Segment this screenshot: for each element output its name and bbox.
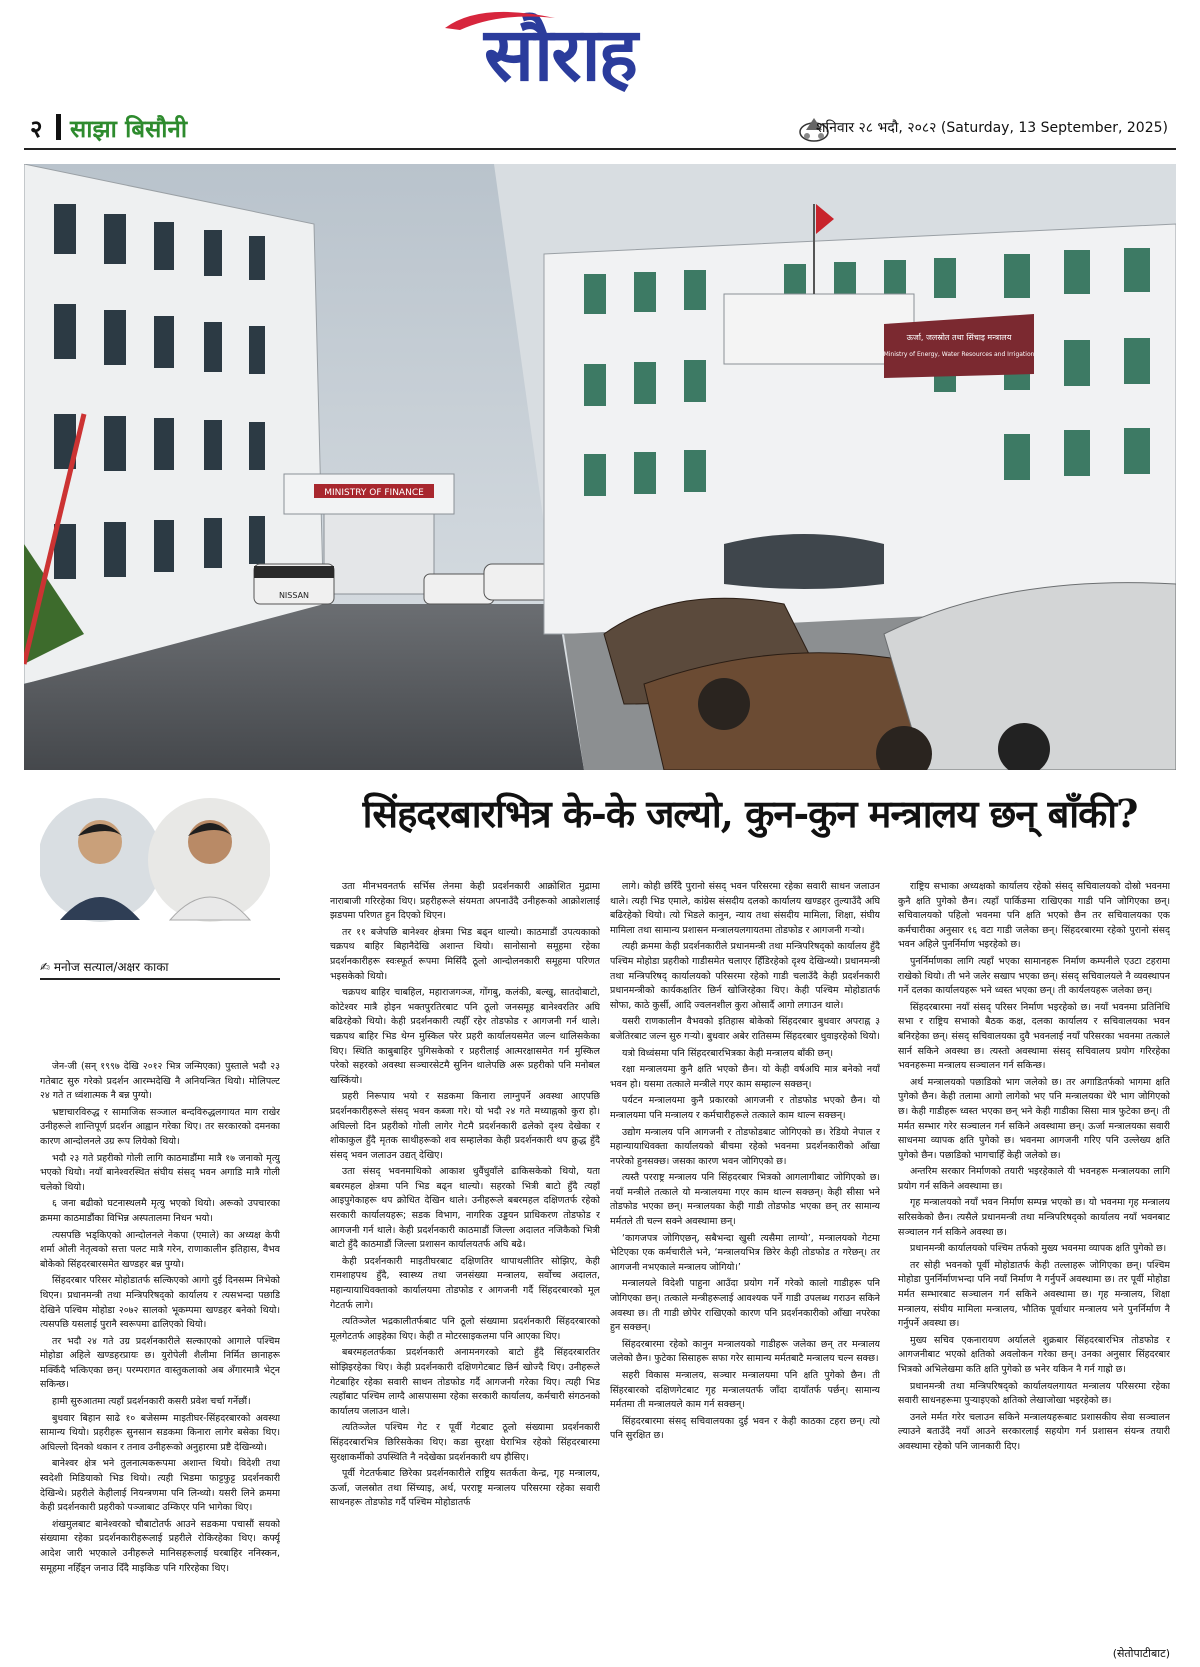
paragraph: बबरमहलतर्फका प्रदर्शनकारी अनामनगरको बाटो हुँदै सिंहदरबारतिर सोझिइरहेका थिए। केही प्रदर्शनकारी दक्षिणगेटबाट छिर्न खोज्दै थिए। उनीहरूले गेटबाहिर रहेका सवारी साधन तोडफोड गर्दै आगजनी गरेका थिए। त्यही भिड त्यहाँबाट पश्चिम लाग्दै आसपासमा रहेका सरकारी कार्यालय, कर्मचारी संगठनको कार्यालय जलाउन थाले। [330,1347,600,1417]
paragraph: प्रधानमन्त्री तथा मन्त्रिपरिषद्को कार्यालयलगायत मन्त्रालय परिसरमा रहेका सवारी साधनहरूमा पुऱ्याइएको क्षतिको लेखाजोखा भइरहेको छ। [898,1380,1170,1407]
paragraph: तर भदौ २४ गते उग्र प्रदर्शनकारीले सल्काएको आगाले पश्चिम मोहोडा अहिले खण्डहरप्रायः छ। युरोपेली शैलीमा निर्मित छानाहरू मक्किँदै भत्किएका छन्। परम्परागत वास्तुकलाको अब अँगारमात्रै भेट्न सकिन्छ। [40,1335,280,1391]
paragraph: सहरी विकास मन्त्रालय, सञ्चार मन्त्रालयमा पनि क्षति पुगेको छैन। ती सिंहरबारको दक्षिणगेटबाट गृह मन्त्रालयतर्फ जाँदा दायाँतर्फ पर्छन्। सामान्य मर्मतमा ती मन्त्रालयले काम गर्न सक्छन्। [610,1370,880,1411]
paragraph: मुख्य सचिव एकनारायण अर्यालले शुक्रबार सिंहदरबारभित्र तोडफोड र आगजनीबाट भएको क्षतिको अवलोकन गरेका छन्। उनका अनुसार सिंहदरबार भित्रको अभिलेखमा कति क्षति पुगेको छ भनेर यकिन नै गर्न गाह्रो छ। [898,1334,1170,1375]
paragraph: उता संसद् भवनमाथिको आकाश धुवैंधुवाँले ढाकिसकेको थियो, यता बबरमहल क्षेत्रमा पनि भिड बढ्न थाल्यो। सहरको भित्री बाटो हुँदै त्यहाँ आइपुगेकाहरू थप क्रोधित देखिन थाले। उनीहरूले बबरमहल दक्षिणतर्फ रहेको सरकारी कार्यालयहरू; सडक विभाग, नागरिक उड्डयन प्राधिकरण तोडफोड र आगजनी गर्न थाले। केही प्रदर्शनकारी काठमाडौं जिल्ला अदालत नजिकैको भित्री बाटो हुँदै काठमाडौं जिल्ला प्रशासन कार्यालयतर्फ अघि बढे। [330,1166,600,1251]
finance-sign: MINISTRY OF FINANCE [324,488,424,498]
article-column-3 [610,880,880,1660]
paragraph: प्रहरी निरूपाय भयो र सडकमा किनारा लाग्नुपर्ने अवस्था आएपछि प्रदर्शनकारीहरूले संसद् भवन कब्जा गरे। यो भदौ २४ गते मध्याह्नको कुरा हो। अघिल्लो दिन प्रहरीको गोली लागेर गेटमै प्रदर्शनकारी ढलेको दृश्य देखेका र शोकाकुल हुँदै मृतक साथीहरूको शव सम्हालेका केही प्रदर्शनकारी थप क्रुद्ध हुँदै संसद् भवन जलाउन उद्यत् देखिए। [330,1091,600,1161]
paragraph: पर्यटन मन्त्रालयमा कुनै प्रकारको आगजनी र तोडफोड भएको छैन। यो मन्त्रालयमा पनि मन्त्रालय र कर्मचारीहरूले तत्काले काम थाल्न सक्छन्। [610,1095,880,1121]
energy-sign-en: Ministry of Energy, Water Resources and Irrigation [883,351,1035,358]
section-title: साझा बिसौनी [70,115,188,143]
masthead [380,0,740,110]
paragraph: त्यस्तै परराष्ट्र मन्त्रालय पनि सिंहदरबार भित्रको आगलागीबाट जोगिएको छ। नयाँ मन्त्रीले तत्काले यो मन्त्रालयमा गएर काम थाल्न सक्छन्। केही सीसा भने तोडफोड भएका छन्। मन्त्रालयका केही गाडी तोडफोड भएका छन् तर सामान्य मर्मतले ती चल्न सक्ने अवस्थामा छन्। [610,1172,880,1228]
energy-sign-np: ऊर्जा, जलस्रोत तथा सिंचाइ मन्त्रालय [906,333,1012,342]
issue-date: शनिवार २८ भदौ, २०८२ (Saturday, 13 September, 2025) [816,120,1168,136]
paragraph: उनले मर्मत गरेर चलाउन सकिने मन्त्रालयहरूबाट प्रशासकीय सेवा सञ्चालन ल्याउने बताउँदै नयाँ आउने सरकारलाई सहयोग गर्न प्रशासन संयन्त्र तयारी अवस्थामा रहेको पनि जानकारी दिए। [898,1411,1170,1452]
author-portraits [40,790,270,930]
article-headline: सिंहदरबारभित्र के-के जल्यो, कुन-कुन मन्त्रालय छन् बाँकी? [362,791,1138,836]
paragraph: बानेश्वर क्षेत्र भने तुलनात्मकरूपमा अशान्त थियो। विदेशी तथा स्वदेशी मिडियाको भिड थियो। त्यही भिडमा फाट्टफुट्ट प्रदर्शनकारी देखिन्थे। प्रहरीले केहीलाई नियन्त्रणमा पनि लिन्थ्यो। यसरी लिने क्रममा केही प्रदर्शनकारी प्रहरीको पञ्जाबाट उम्किएर पनि भागेका थिए। [40,1458,280,1514]
paragraph: तर ११ बजेपछि बानेश्वर क्षेत्रमा भिड बढ्न थाल्यो। काठमाडौं उपत्यकाको चक्रपथ बाहिर बिहानैदेखि अशान्त थियो। सानोसानो समूहमा रहेका प्रदर्शनकारीहरू स्वःस्फूर्त रूपमा मिसिँदै ठूलो आन्दोलनकारी समूहमा परिणत भइसकेको थियो। [330,926,600,982]
paragraph: त्यतिञ्जेल भद्रकालीतर्फबाट पनि ठूलो संख्यामा प्रदर्शनकारी सिंहदरबारको मूलगेटतर्फ आइहेका थिए। केही त मोटरसाइकलमा पनि आएका थिए। [330,1316,600,1342]
paragraph: हामी सुरुआतमा त्यहाँ प्रदर्शनकारी कसरी प्रवेश चर्चा गर्नेछौं। [52,1396,251,1408]
masthead-swoosh-icon [440,6,560,32]
paragraph: मन्त्रालयले विदेशी पाहुना आउँदा प्रयोग गर्ने गरेको कालो गाडीहरू पनि जोगिएका छन्। तत्काले मन्त्रीहरूलाई आवश्यक पर्ने गाडी उपलब्ध गराउन सकिने अवस्था छ। ती गाडी छोपेर राखिएको कारण पनि प्रदर्शनकारीको आँखा नपरेका हुन सक्छन्। [610,1278,880,1334]
paragraph: सिंहदरबारमा संसद् सचिवालयका दुई भवन र केही काठका टहरा छन्। त्यो पनि सुरक्षित छ। [610,1415,880,1442]
paragraph: सिंहदरबारमा नयाँ संसद् परिसर निर्माण भइरहेको छ। नयाँ भवनमा प्रतिनिधि सभा र राष्ट्रिय सभाको बैठक कक्ष, दलका कार्यालय र सचिवालयका भवन बनिरहेका छन्। संसद् सचिवालयका दुवै भवनलाई नयाँ परिसरका भवनमा तत्काले सार्न सकिने अवस्था छ। त्यस्तो अवस्थामा संसद् सचिवालय प्रयोग गरिरहेका भवनहरूमा मन्त्रालय सञ्चालन गर्न सकिन्छ। [898,1001,1170,1072]
paragraph: शंखमुलबाट बानेश्वरको चौबाटोतर्फ आउने सडकमा पचासौं सयको संख्यामा रहेका प्रदर्शनकारीहरूलाई प्रहरीले रोकिरहेका थिए। कर्फ्यू आदेश जारी भएकाले उनीहरूले मानिसहरूलाई घरबाहिर ननिस्कन, समूहमा नहिँड्न जनाउ दिँदै माइकिङ पनि गरिरहेका थिए। [40,1518,280,1574]
source-credit: (सेतोपाटीबाट) [1112,1647,1170,1660]
ministry-buildings-illustration [24,164,1176,770]
author-avatar-icon [40,790,270,930]
paragraph: सिंहदरबारमा रहेको कानुन मन्त्रालयको गाडीहरू जलेका छन् तर मन्त्रालय जलेको छैन। फुटेका सिसाहरू सफा गरेर सामान्य मर्मतबाटै मन्त्रालय चल्न सक्छ। [610,1338,880,1365]
paragraph: चक्रपथ बाहिर चाबहिल, महाराजगञ्ज, गोंगबु, कलंकी, बल्खु, सातदोबाटो, कोटेश्वर मात्रै होइन भक्तपुरतिरबाट पनि ठूलो जनसमूह बानेश्वरतिर अघि बढिरहेको थियो। केही प्रदर्शनकारी त्यहीँ रहेर तोडफोड र आगजनी गर्न थाले। चक्रपथ बाहिर भिड थेग्न मुस्किल परेर प्रहरी कार्यालयसमेत जल्न थालिसकेका थिए। स्थिति काबुबाहिर पुगिसकेको र प्रहरीलाई आत्मरक्षासमेत गर्न मुस्किल परेको सहरको अवस्था सञ्चारसेटमै सुनिन थालेपछि अरू प्रहरीको पनि मनोबल खस्किंयो। [330,987,600,1086]
byline-rule [40,978,280,980]
paragraph: पूर्वी गेटतर्फबाट छिरेका प्रदर्शनकारीले राष्ट्रिय सतर्कता केन्द्र, गृह मन्त्रालय, ऊर्जा, जलस्रोत तथा सिंच्याइ, अर्थ, परराष्ट्र मन्त्रालय परिसरमा रहेका सवारी साधनहरू तोडफोड गर्दै पश्चिम मोहोडातर्फ [330,1468,600,1509]
paragraph: रक्षा मन्त्रालयमा कुनै क्षति भएको छैन। यो केही वर्षअघि मात्र बनेको नयाँ भवन हो। यसमा तत्काले मन्त्रीले गएर काम सम्हाल्न सक्छन्। [610,1064,880,1090]
headline-block [320,782,1180,848]
paragraph: सिंहदरबार परिसर मोहोडातर्फ सल्किएको आगो दुई दिनसम्म निभेको थिएन। प्रधानमन्त्री तथा मन्त्रिपरिषद्को कार्यालय र त्यसभन्दा पछाडि देखिने पश्चिम मोहोडा २०७२ सालको भूकम्पमा खण्डहर बनेको थियो। त्यसपछि यसलाई पुरानै स्वरूपमा ढालिएको थियो। [40,1275,280,1331]
paragraph: त्यसपछि भड्किएको आन्दोलनले नेकपा (एमाले) का अध्यक्ष केपी शर्मा ओली नेतृत्वको सत्ता पलट मात्रै गरेन, राणाकालीन इतिहास, वैभव बोकेको सिंहदरबारसमेत खण्डहर बन्न पुग्यो। [40,1229,280,1270]
page-number-divider [56,114,61,140]
paragraph: जेन-जी (सन् १९९७ देखि २०१२ भित्र जन्मिएका) पुस्ताले भदौ २३ गतेबाट सुरु गरेको प्रदर्शन आरम्भदेखि नै अनियन्त्रित थियो। मोलिपल्ट २४ गते त ध्वंशात्मक नै बन्न पुग्यो। [40,1061,280,1102]
paragraph: त्यही क्रममा केही प्रदर्शनकारीले प्रधानमन्त्री तथा मन्त्रिपरिषद्को कार्यालय हुँदै पश्चिम मोहोडा प्रहरीको गाडीसमेत चलाएर हिँडिरहेको दृश्य देखिन्थ्यो। प्रधानमन्त्री तथा मन्त्रिपरिषद् कार्यालयको परिसरमा रहेको गाडी चलाउँदै केही प्रदर्शनकारी प्रधानमन्त्रीको कार्यकक्षतिर छिर्न खोजिरहेका थिए। केही पश्चिम मोहोडातर्फ सोफा, काठे कुर्सी, आदि ज्वलनशील कुरा ओसार्दै आगो लगाउन थाले। [610,941,880,1011]
paragraph: अन्तरिम सरकार निर्माणको तयारी भइरहेकाले यी भवनहरू मन्त्रालयका लागि प्रयोग गर्न सकिने अवस्थामा छ। [898,1166,1170,1192]
masthead-title: सौराह [484,12,636,98]
paragraph: भदौ २३ गते प्रहरीको गोली लागि काठमाडौंमा मात्रै १७ जनाको मृत्यु भएको थियो। नयाँ बानेश्वरस्थित संघीय संसद् भवन अगाडि मात्रै गोली चलेको थियो। [40,1152,280,1193]
byline-text: मनोज सत्याल/अक्षर काका [53,960,169,974]
paragraph: त्यतिञ्जेल पश्चिम गेट र पूर्वी गेटबाट ठूलो संख्यामा प्रदर्शनकारी सिंहदरबारभित्र छिरिसकेका थिए। कडा सुरक्षा घेराभित्र रहेको सिंहदरबारमा सुरक्षाकर्मीको उपस्थिति नै नदेखेका प्रदर्शनकारी थप हौसिए। [330,1422,600,1463]
byline [40,958,280,975]
article-column-2 [330,880,600,1660]
paragraph: केही प्रदर्शनकारी माइतीघरबाट दक्षिणतिर थापाथलीतिर सोझिए, केही रामशाहपथ हुँदै, स्वास्थ्य तथा जनसंख्या मन्त्रालय, सर्वोच्च अदालत, महान्यायाधिवक्ताको कार्यालयमा तोडफोड र आगजनी गर्दै सिंहदरबारको मूल गेटतर्फ लागे। [330,1255,600,1311]
article-column-1 [40,1060,280,1655]
paragraph: प्रधानमन्त्री कार्यालयको पश्चिम तर्फको मुख्य भवनमा व्यापक क्षति पुगेको छ। [910,1243,1167,1255]
article-column-4 [898,880,1170,1660]
paragraph: गृह मन्त्रालयको नयाँ भवन निर्माण सम्पन्न भएको छ। यो भवनमा गृह मन्त्रालय सरिसकेको छैन। त्यसैले प्रधानमन्त्री तथा मन्त्रिपरिषद्को कार्यालय नयाँ भवनबाट सञ्चालन गर्न सकिने अवस्था छ। [898,1197,1170,1238]
paragraph: बुधवार बिहान साढे १० बजेसम्म माइतीघर-सिंहदरबारको अवस्था सामान्य थियो। प्रहरीहरू सुनसान सडकमा किनारा लागेर बसेका थिए। अघिल्लो दिनको थकान र तनाव उनीहरूको अनुहारमा प्रष्टै देखिन्थ्यो। [40,1412,280,1453]
paragraph: लागे। कोही छरिँदै पुरानो संसद् भवन परिसरमा रहेका सवारी साधन जलाउन थाले। त्यही भिड एमाले, कांग्रेस संसदीय दलको कार्यालय खण्डहर तुल्याउँदै अघि बढिरहेको थियो। त्यो भिडले कानुन, न्याय तथा संसदीय मामिला, शिक्षा, संघीय मामिला तथा सामान्य प्रशासन मन्त्रालयलगायतमा तोडफोड र आगजनी गऱ्यो। [610,881,880,936]
car-plate: NISSAN [278,591,310,600]
page-number: २ [30,115,43,143]
pen-icon: ✍ [40,960,54,974]
header-rule [24,148,1176,150]
paragraph: ६ जना बढीको घटनास्थलमै मृत्यु भएको थियो। अरूको उपचारका क्रममा काठमाडौंका विभिन्न अस्पतालमा निधन भयो। [40,1198,280,1224]
paragraph: यसरी राणकालीन वैभवको इतिहास बोकेको सिंहदरबार बुधवार अपराह्न ३ बजेतिरबाट जल्न सुरु गऱ्यो। बुधवार अबेर रातिसम्म सिंहदरबार धुवाइरहेको थियो। [610,1016,880,1042]
paragraph: पुनर्निर्माणका लागि त्यहाँ भएका सामानहरू निर्माण कम्पनीले एउटा टहरामा राखेको थियो। ती भने जलेर सखाप भएका छन्। संसद् सचिवालयले नै व्यवस्थापन गर्ने दलका कार्यालयहरू भने ध्वस्त भएका छन्। ती कार्यलयहरू जलेका छन्। [898,955,1170,997]
paragraph: अर्थ मन्त्रालयको पछाडिको भाग जलेको छ। तर अगाडितर्फको भागमा क्षति पुगेको छैन। केही तलामा आगो लागेको भए पनि मन्त्रालयका धेरै भाग जोगिएको छ। केही गाडीहरू ध्वस्त भएका छन् भने केही गाडीका सिसा मात्र फुटेका छन्। ती मर्मत सम्भार गरेर सञ्चालन गर्न सकिने अवस्थामा छन्। ऊर्जा मन्त्रालयका सवारी साधनमा व्यापक क्षति पुगेको छ। भवनमा आगजनी गरिए पनि उल्लेख्य क्षति पुगेको छैन। पछाडिको भागचाहिँ केही जलेको छ। [898,1076,1170,1161]
paragraph: उता मीनभवनतर्फ सर्भिस लेनमा केही प्रदर्शनकारी आक्रोशित मुद्रामा नाराबाजी गरिरहेका थिए। प्रहरीहरूले संयमता अपनाउँदै उनीहरूको आक्रोशलाई झडपमा परिणत हुन दिएको थिएन। [330,881,600,922]
paragraph: यत्रो विध्वंसमा पनि सिंहदरबारभित्रका केही मन्त्रालय बाँकी छन्। [622,1047,833,1059]
paragraph: ‘कागजपत्र जोगिएछन्, सबैभन्दा खुसी त्यसैमा लाग्यो’, मन्त्रालयको गेटमा भेटिएका एक कर्मचारीले भने, ‘मन्त्रालयभित्र छिरेर केही तोडफोड त गरेछन्। तर आगजनी नभएकाले मन्त्रालय जोगियो।’ [610,1232,880,1273]
paragraph: राष्ट्रिय सभाका अध्यक्षको कार्यालय रहेको संसद् सचिवालयको दोस्रो भवनमा कुनै क्षति पुगेको छैन। त्यहाँ पार्किङमा राखिएका गाडी पनि जोगिएका छन्। सचिवालयको पहिलो भवनमा पनि क्षति भएको छैन तर सचिवालयका एक कर्मचारीका अनुसार १६ वटा गाडी जलेका छन्। सिंहदरबारमा रहेको पुरानो संसद् भवन अहिले पुनर्निर्माण भइरहेको छ। [898,881,1170,951]
main-photo [24,164,1176,770]
paragraph: तर सोही भवनको पूर्वी मोहोडातर्फ केही तल्लाहरू जोगिएका छन्। पश्चिम मोहोडा पुनर्निर्माणभन्दा पनि नयाँ निर्माण नै गर्नुपर्ने अवस्थामा छ। तर पूर्वी मोहोडा मर्मत सम्भारबाट सञ्चालन गर्न सकिने अवस्थामा छ। गृह मन्त्रालय, शिक्षा मन्त्रालय, संघीय मामिला मन्त्रालय, भौतिक पूर्वाधार मन्त्रालय भने पुनर्निर्माण नै गर्नुपर्ने अवस्था छ। [898,1259,1170,1330]
paragraph: उद्योग मन्त्रालय पनि आगजनी र तोडफोडबाट जोगिएको छ। रेडियो नेपाल र महान्यायाधिवक्ता कार्यालयको बीचमा रहेको भवनमा प्रदर्शनकारीको आँखा नपरेको हुनसक्छ। जसका कारण भवन जोगिएको छ। [610,1126,880,1167]
paragraph: भ्रष्टाचारविरुद्ध र सामाजिक सञ्जाल बन्दविरुद्धलगायत माग राखेर उनीहरूले शान्तिपूर्ण प्रदर्शन आह्वान गरेका थिए। तर सरकारको दमनका कारण आन्दोलनले उग्र रूप लियेको थियो। [40,1106,280,1147]
